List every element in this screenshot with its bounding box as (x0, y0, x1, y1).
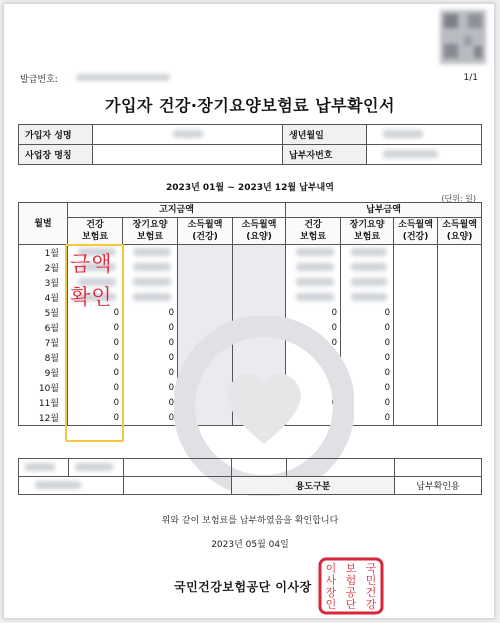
paid-income-health-cell (394, 350, 438, 365)
notice-income-ltc-header: 소득월액 (요양) (233, 218, 286, 245)
table-row (19, 350, 482, 365)
paid-income-ltc-cell (438, 380, 482, 395)
paid-ltc-cell (341, 245, 394, 261)
notice-income-ltc-cell (233, 245, 286, 261)
paid-income-ltc-cell (438, 245, 482, 261)
birth-date-redacted (383, 130, 423, 138)
notice-income-health-cell (178, 320, 233, 335)
highlight-word-amount: 금액 (70, 252, 113, 276)
seal-character: 이 (325, 562, 337, 575)
notice-income-ltc-cell (233, 305, 286, 320)
unit-label: (단위: 원) (441, 194, 476, 203)
issue-number-label: 발급번호: (20, 75, 58, 85)
notice-health-cell (68, 260, 123, 275)
paid-income-health-header: 소득월액 (건강) (394, 218, 438, 245)
payment-table (18, 202, 482, 426)
notice-ltc-cell (123, 245, 178, 261)
subscriber-name-label: 가입자 성명 (19, 125, 93, 145)
paid-ltc-cell (341, 290, 394, 305)
notice-health-cell (68, 275, 123, 290)
redacted-amount (351, 263, 387, 271)
month-cell: 7월 (19, 335, 68, 350)
paid-income-health-cell (394, 245, 438, 261)
month-cell: 4월 (19, 290, 68, 305)
paid-income-health-cell (394, 335, 438, 350)
notice-ltc-cell (123, 275, 178, 290)
paid-income-health-cell (394, 365, 438, 380)
summary-table (18, 458, 482, 495)
notice-income-health-cell (178, 335, 233, 350)
paid-income-ltc-cell (438, 275, 482, 290)
notice-health-cell: 0 (68, 410, 123, 426)
paid-health-cell (286, 245, 341, 261)
official-seal-icon (318, 557, 384, 615)
notice-ltc-cell (123, 290, 178, 305)
paid-health-cell (286, 275, 341, 290)
seal-character: 보 (345, 562, 357, 575)
notice-ltc-cell: 0 (123, 395, 178, 410)
notice-income-health-cell (178, 275, 233, 290)
birth-date-label: 생년월일 (283, 125, 367, 145)
purpose-value: 납부확인용 (395, 477, 482, 495)
paid-ltc-cell: 0 (341, 335, 394, 350)
document-title: 가입자 건강·장기요양보험료 납부확인서 (105, 96, 395, 115)
notice-income-ltc-cell (233, 365, 286, 380)
paid-health-cell (286, 260, 341, 275)
month-cell: 8월 (19, 350, 68, 365)
paid-health-premium-header: 건강 보험료 (286, 218, 341, 245)
notice-income-health-cell (178, 410, 233, 426)
table-row (19, 275, 482, 290)
seal-character: 건 (365, 586, 377, 599)
notice-health-cell: 0 (68, 350, 123, 365)
notice-income-ltc-cell (233, 275, 286, 290)
issue-date: 2023년 05월 04일 (211, 540, 289, 550)
paid-income-health-cell (394, 290, 438, 305)
paid-income-ltc-cell (438, 395, 482, 410)
document-page (3, 3, 495, 619)
paid-income-health-cell (394, 320, 438, 335)
month-cell: 10월 (19, 380, 68, 395)
notice-ltc-cell: 0 (123, 410, 178, 426)
issuer-name: 국민건강보험공단 이사장 (174, 580, 312, 594)
notice-income-health-cell (178, 395, 233, 410)
month-cell: 2월 (19, 260, 68, 275)
seal-character: 강 (365, 598, 377, 611)
total-label-redacted (25, 463, 55, 471)
notice-health-premium-header: 건강 보험료 (68, 218, 123, 245)
paid-amount-header: 납부금액 (286, 203, 482, 218)
paid-health-cell (286, 290, 341, 305)
issue-number-redacted (76, 74, 170, 81)
table-row (19, 365, 482, 380)
notice-income-ltc-cell (233, 320, 286, 335)
seal-character: 공 (345, 586, 357, 599)
paid-ltc-cell: 0 (341, 350, 394, 365)
paid-health-cell: 0 (286, 305, 341, 320)
redacted-amount (78, 293, 116, 301)
redacted-amount (296, 263, 334, 271)
paid-health-cell: 0 (286, 335, 341, 350)
notice-health-cell: 0 (68, 305, 123, 320)
payer-number-redacted (383, 150, 438, 158)
notice-ltc-cell: 0 (123, 365, 178, 380)
table-row (19, 320, 482, 335)
table-row (19, 395, 482, 410)
table-row (19, 380, 482, 395)
paid-ltc-cell: 0 (341, 395, 394, 410)
month-cell: 11월 (19, 395, 68, 410)
redacted-amount (133, 278, 171, 286)
payer-number-label: 납부자번호 (283, 145, 367, 165)
paid-income-ltc-cell (438, 410, 482, 426)
paid-income-ltc-cell (438, 290, 482, 305)
notice-income-ltc-cell (233, 350, 286, 365)
notice-income-health-cell (178, 290, 233, 305)
table-row (19, 305, 482, 320)
paid-income-ltc-header: 소득월액 (요양) (438, 218, 482, 245)
redacted-amount (296, 278, 334, 286)
purpose-label: 용도구분 (232, 477, 395, 495)
paid-ltc-cell: 0 (341, 410, 394, 426)
payment-period: 2023년 01월 ~ 2023년 12월 납부내역 (166, 183, 334, 193)
month-cell: 6월 (19, 320, 68, 335)
seal-character: 국 (365, 562, 377, 575)
paid-health-cell: 0 (286, 380, 341, 395)
table-row (19, 245, 482, 261)
paid-ltc-cell (341, 275, 394, 290)
notice-income-health-cell (178, 365, 233, 380)
notice-health-cell: 0 (68, 395, 123, 410)
paid-health-cell: 0 (286, 350, 341, 365)
month-cell: 9월 (19, 365, 68, 380)
redacted-amount (296, 248, 334, 256)
notice-amount-header: 고지금액 (68, 203, 286, 218)
paid-health-cell: 0 (286, 320, 341, 335)
notice-health-cell: 0 (68, 380, 123, 395)
subscriber-name-redacted (173, 130, 203, 138)
redacted-amount (133, 293, 171, 301)
notice-ltc-cell: 0 (123, 350, 178, 365)
notice-income-health-header: 소득월액 (건강) (178, 218, 233, 245)
redacted-amount (78, 278, 116, 286)
paid-income-health-cell (394, 305, 438, 320)
seal-character: 단 (345, 598, 357, 611)
seal-character: 사 (325, 574, 337, 587)
confirmation-statement: 위와 같이 보험료를 납부하였음을 확인합니다 (161, 516, 339, 526)
month-header: 월별 (19, 203, 68, 245)
redacted-amount (133, 263, 171, 271)
notice-income-ltc-cell (233, 335, 286, 350)
redacted-amount (78, 248, 116, 256)
paid-income-health-cell (394, 410, 438, 426)
redacted-amount (78, 263, 116, 271)
paid-income-ltc-cell (438, 305, 482, 320)
notice-ltc-cell: 0 (123, 305, 178, 320)
notice-ltc-cell: 0 (123, 380, 178, 395)
paid-ltc-cell: 0 (341, 305, 394, 320)
seal-character: 민 (365, 574, 377, 587)
redacted-amount (296, 293, 334, 301)
highlight-word-check: 확인 (70, 285, 113, 309)
paid-income-ltc-cell (438, 365, 482, 380)
qr-code-icon (440, 10, 486, 64)
paid-income-ltc-cell (438, 335, 482, 350)
paid-health-cell: 0 (286, 365, 341, 380)
notice-income-ltc-cell (233, 380, 286, 395)
paid-income-health-cell (394, 395, 438, 410)
issuer-code-redacted (35, 481, 81, 489)
notice-income-health-cell (178, 260, 233, 275)
notice-income-ltc-cell (233, 410, 286, 426)
month-cell: 3월 (19, 275, 68, 290)
notice-income-health-cell (178, 305, 233, 320)
paid-ltc-cell: 0 (341, 380, 394, 395)
paid-income-ltc-cell (438, 320, 482, 335)
notice-income-health-cell (178, 350, 233, 365)
paid-health-cell: 0 (286, 395, 341, 410)
notice-health-cell: 0 (68, 320, 123, 335)
paid-income-ltc-cell (438, 260, 482, 275)
paid-ltc-cell: 0 (341, 365, 394, 380)
notice-health-cell: 0 (68, 335, 123, 350)
table-row (19, 410, 482, 426)
seal-character: 인 (325, 598, 337, 611)
paid-health-cell: 0 (286, 410, 341, 426)
notice-ltc-cell: 0 (123, 320, 178, 335)
table-row (19, 260, 482, 275)
month-cell: 1월 (19, 245, 68, 261)
paid-income-health-cell (394, 260, 438, 275)
notice-ltc-cell: 0 (123, 335, 178, 350)
table-row (19, 335, 482, 350)
notice-income-ltc-cell (233, 260, 286, 275)
paid-income-health-cell (394, 275, 438, 290)
subscriber-info-table (18, 124, 482, 165)
table-row (19, 290, 482, 305)
notice-ltc-premium-header: 장기요양 보험료 (123, 218, 178, 245)
notice-health-cell: 0 (68, 365, 123, 380)
seal-character: 장 (325, 586, 337, 599)
month-cell: 12월 (19, 410, 68, 426)
notice-health-cell (68, 245, 123, 261)
paid-ltc-cell (341, 260, 394, 275)
notice-ltc-cell (123, 260, 178, 275)
paid-income-health-cell (394, 380, 438, 395)
notice-income-ltc-cell (233, 395, 286, 410)
redacted-amount (351, 293, 387, 301)
paid-ltc-cell: 0 (341, 320, 394, 335)
redacted-amount (351, 248, 387, 256)
notice-income-ltc-cell (233, 290, 286, 305)
notice-income-health-cell (178, 245, 233, 261)
paid-income-ltc-cell (438, 350, 482, 365)
workplace-name-label: 사업장 명칭 (19, 145, 93, 165)
total-value-redacted (75, 463, 113, 471)
page-number: 1/1 (463, 73, 478, 83)
notice-health-cell (68, 290, 123, 305)
redacted-amount (351, 278, 387, 286)
month-cell: 5월 (19, 305, 68, 320)
redacted-amount (133, 248, 171, 256)
paid-ltc-premium-header: 장기요양 보험료 (341, 218, 394, 245)
notice-income-health-cell (178, 380, 233, 395)
seal-character: 험 (345, 574, 357, 587)
